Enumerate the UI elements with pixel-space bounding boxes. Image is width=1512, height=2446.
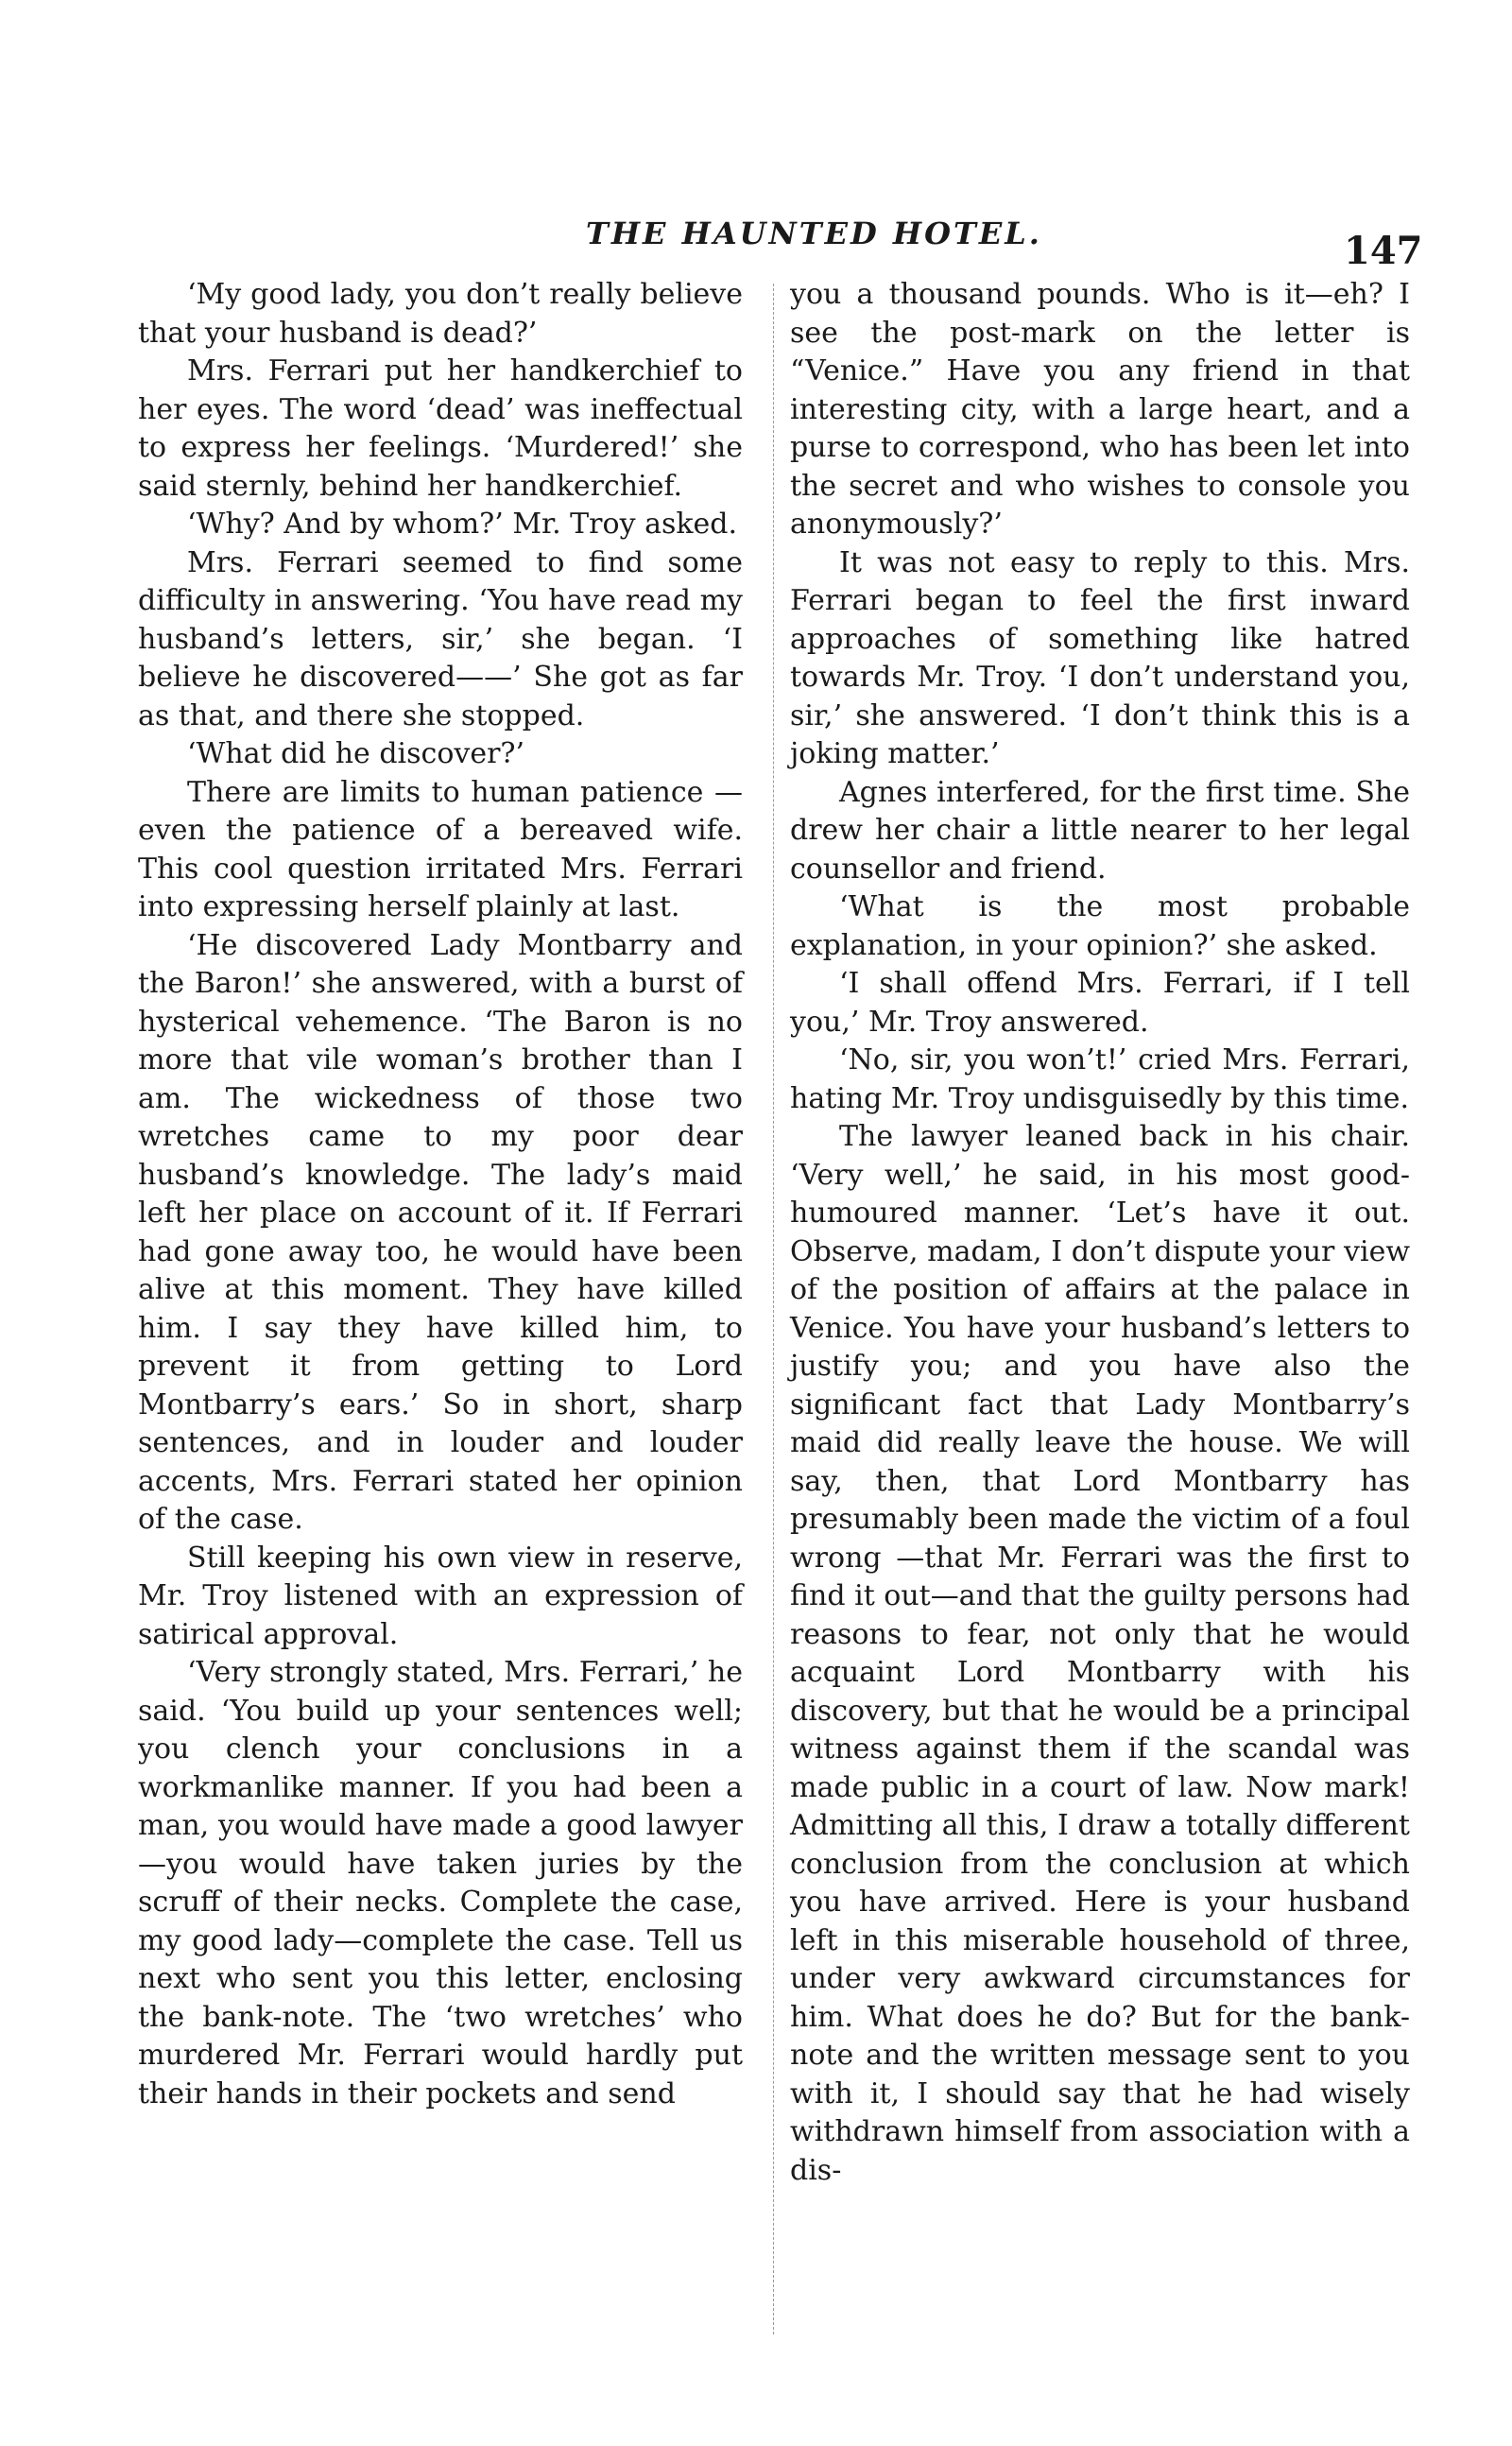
running-head [0,215,1512,272]
paragraph: There are limits to human patience —even the patience of a bereaved wife. This cool question irritated Mrs. Ferrari into expressing herself plainly at last. [138,775,743,923]
paragraph: ‘No, sir, you won’t!’ cried Mrs. Ferrari, hating Mr. Troy undisguisedly by this time. [790,1043,1410,1115]
paragraph: ‘He discovered Lady Montbarry and the Baron!’ she answered, with a burst of hysterical vehemence. ‘The Baron is no more that vile woman’s brother than I am. The wickedness of those two wretches came to my poor dear husband’s knowledge. The lady’s maid left her place on account of it. If Ferrari had gone away too, he would have been alive at this moment. They have killed him. I say they have killed him, to prevent it from getting to Lord Montbarry’s ears.’ So in short, sharp sentences, and in louder and louder accents, Mrs. Ferrari stated her opinion of the case. [138,928,743,1536]
column-divider [773,284,774,2334]
paragraph: Still keeping his own view in reserve, Mr. Troy listened with an expression of satirical approval. [138,1541,743,1651]
paragraph: ‘I shall offend Mrs. Ferrari, if I tell you,’ Mr. Troy answered. [790,967,1410,1039]
paragraph: ‘My good lady, you don’t really believe that your husband is dead?’ [138,278,743,350]
page-number: 147 [1344,229,1423,273]
running-title: THE HAUNTED HOTEL. [586,215,1042,251]
left-column [138,276,743,2113]
paragraph: ‘What did he discover?’ [187,737,525,770]
paragraph: Mrs. Ferrari put her handkerchief to her eyes. The word ‘dead’ was ineffectual to express her feelings. ‘Murdered!’ she said sternly, behind her handkerchief. [138,354,743,503]
paragraph-continued: you a thousand pounds. Who is it—eh? I see the post-mark on the letter is “Venice.” Have you any friend in that interesting city, with a large heart, and a purse to correspond, who has been let into the secret and who wishes to console you anonymously?’ [790,278,1410,541]
paragraph: Mrs. Ferrari seemed to find some difficulty in answering. ‘You have read my husband’s letters, sir,’ she began. ‘I believe he discovered——’ She got as far as that, and there she stopped. [138,545,743,732]
paragraph: ‘Very strongly stated, Mrs. Ferrari,’ he said. ‘You build up your sentences well; you clench your conclusions in a workmanlike manner. If you had been a man, you would have made a good lawyer—you would have taken juries by the scruff of their necks. Complete the case, my good lady—complete the case. Tell us next who sent you this letter, enclosing the bank-note. The ‘two wretches’ who murdered Mr. Ferrari would hardly put their hands in their pockets and send [138,1656,743,2110]
paragraph: The lawyer leaned back in his chair. ‘Very well,’ he said, in his most good-humoured manner. ‘Let’s have it out. Observe, madam, I don’t dispute your view of the position of affairs at the palace in Venice. You have your husband’s letters to justify you; and you have also the significant fact that Lady Montbarry’s maid did really leave the house. We will say, then, that Lord Montbarry has presumably been made the victim of a foul wrong —that Mr. Ferrari was the first to find it out—and that the guilty persons had reasons to fear, not only that he would acquaint Lord Montbarry with his discovery, but that he would be a principal witness against them if the scandal was made public in a court of law. Now mark! Admitting all this, I draw a totally different conclusion from the conclusion at which you have arrived. Here is your husband left in this miserable household of three, under very awkward circumstances for him. What does he do? But for the bank-note and the written message sent to you with it, I should say that he had wisely withdrawn himself from association with a dis- [790,1120,1410,2187]
paragraph: ‘What is the most probable explanation, in your opinion?’ she asked. [790,890,1410,962]
paragraph: It was not easy to reply to this. Mrs. Ferrari began to feel the first inward approaches of something like hatred towards Mr. Troy. ‘I don’t understand you, sir,’ she answered. ‘I don’t think this is a joking matter.’ [790,545,1410,770]
paragraph: Agnes interfered, for the first time. She drew her chair a little nearer to her legal counsellor and friend. [790,775,1410,886]
right-column [790,276,1410,2190]
paragraph: ‘Why? And by whom?’ Mr. Troy asked. [187,508,738,541]
